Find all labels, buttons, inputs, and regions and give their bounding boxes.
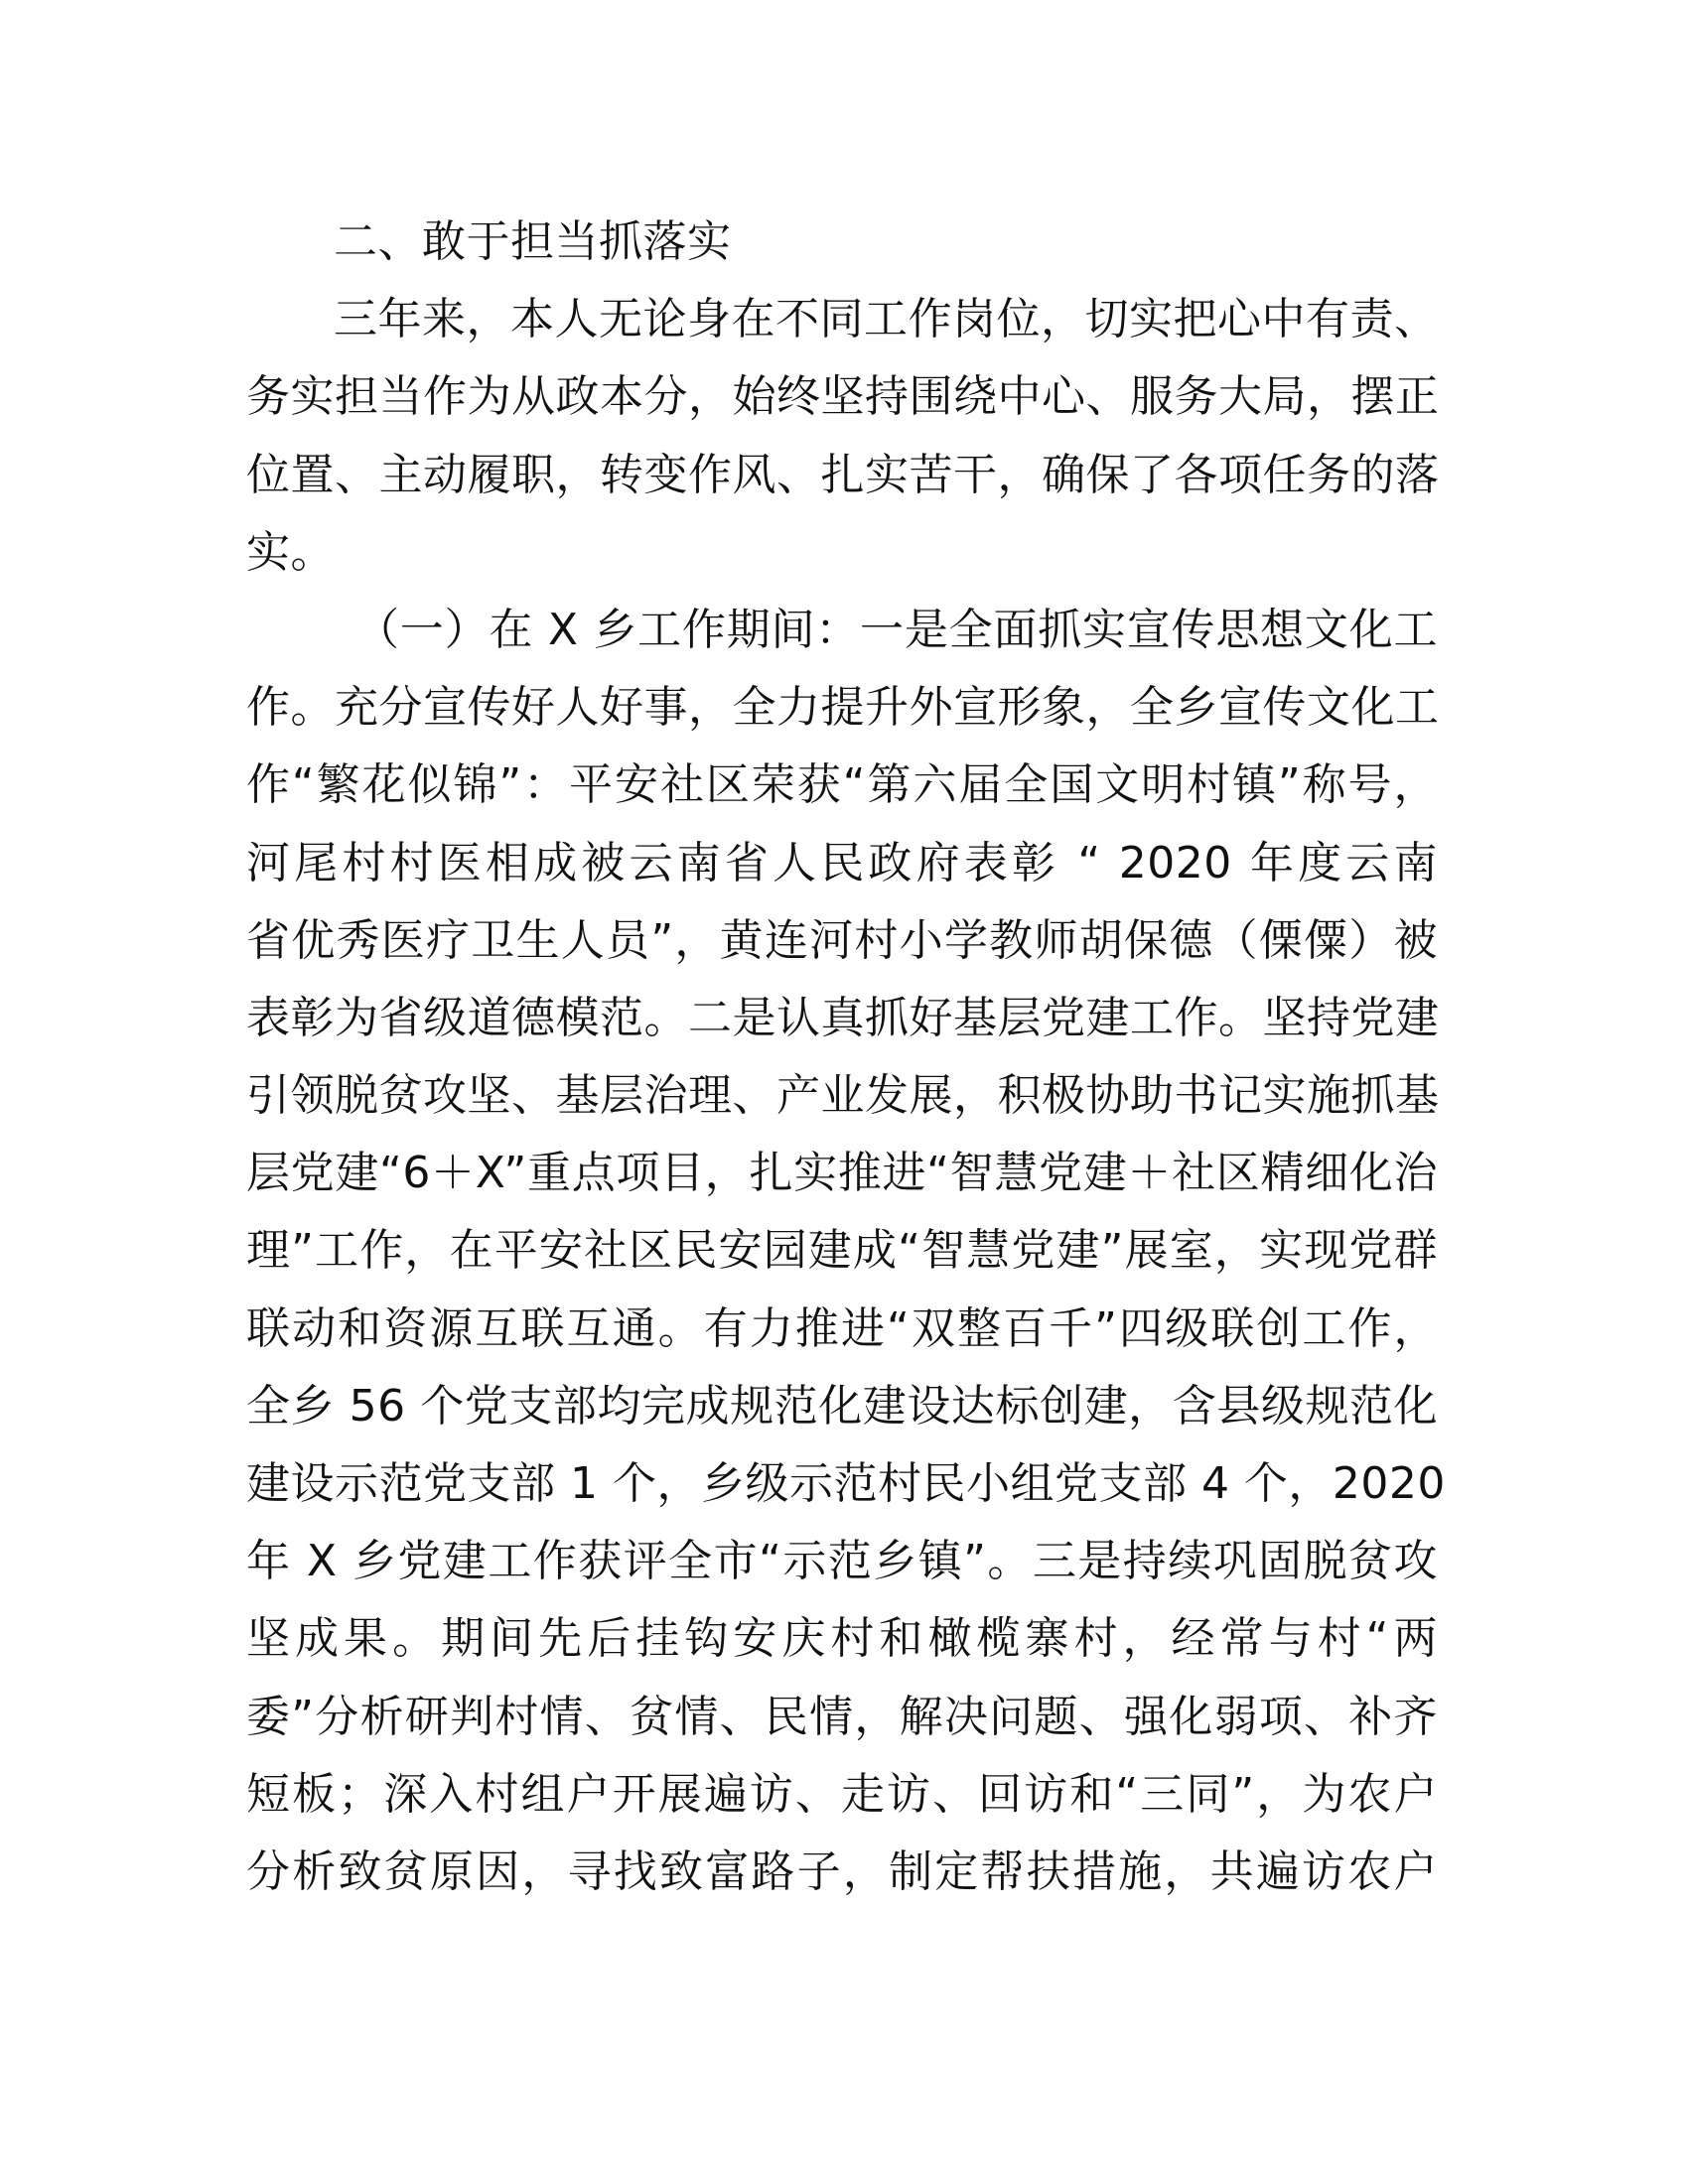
document-body [246,204,1446,1911]
text-line: 年 X 乡党建工作获评全市“示范乡镇”。三是持续巩固脱贫攻 [246,1536,1438,1587]
text-line: 表彰为省级道德模范。二是认真抓好基层党建工作。坚持党建 [246,992,1440,1043]
text-line: 位置、主动履职，转变作风、扎实苦干，确保了各项任务的落 [246,449,1440,500]
text-line: 分析致贫原因，寻找致富路子，制定帮扶措施，共遍访农户 [246,1845,1438,1897]
text-line: 全乡 56 个党支部均完成规范化建设达标创建，含县级规范化 [246,1380,1438,1432]
text-line: 联动和资源互联互通。有力推进“双整百千”四级联创工作， [246,1302,1438,1354]
text-line: 务实担当作为从政本分，始终坚持围绕中心、服务大局，摆正 [246,371,1440,423]
text-line: 短板；深入村组户开展遍访、走访、回访和“三同”，为农户 [246,1768,1438,1820]
text-line: 理”工作，在平安社区民安园建成“智慧党建”展室，实现党群 [246,1225,1438,1277]
text-line: 委”分析研判村情、贫情、民情，解决问题、强化弱项、补齐 [246,1691,1438,1742]
text-line: 作。充分宣传好人好事，全力提升外宣形象，全乡宣传文化工 [246,682,1440,734]
section-heading: 二、敢于担当抓落实 [334,216,732,267]
paragraph-overview [246,281,1438,592]
text-line: 省优秀医疗卫生人员”，黄连河村小学教师胡保德（傈僳）被 [246,914,1438,966]
text-line: 层党建“6＋X”重点项目，扎实推进“智慧党建＋社区精细化治 [246,1148,1438,1199]
paragraph-x-township [246,592,1446,1911]
text-line: 河尾村村医相成被云南省人民政府表彰 “ 2020 年度云南 [246,837,1438,888]
text-line: 建设示范党支部 1 个，乡级示范村民小组党支部 4 个，2020 [246,1458,1446,1510]
text-line: 引领脱贫攻坚、基层治理、产业发展，积极协助书记实施抓基 [246,1070,1440,1122]
text-line: 坚成果。期间先后挂钩安庆村和橄榄寨村，经常与村“两 [246,1613,1438,1665]
text-line: 实。 [246,526,335,578]
text-line: 作“繁花似锦”：平安社区荣获“第六届全国文明村镇”称号， [246,759,1438,811]
text-line: 三年来，本人无论身在不同工作岗位，切实把心中有责、 [334,294,1439,345]
text-line: （一）在 X 乡工作期间：一是全面抓实宣传思想文化工 [355,604,1438,655]
